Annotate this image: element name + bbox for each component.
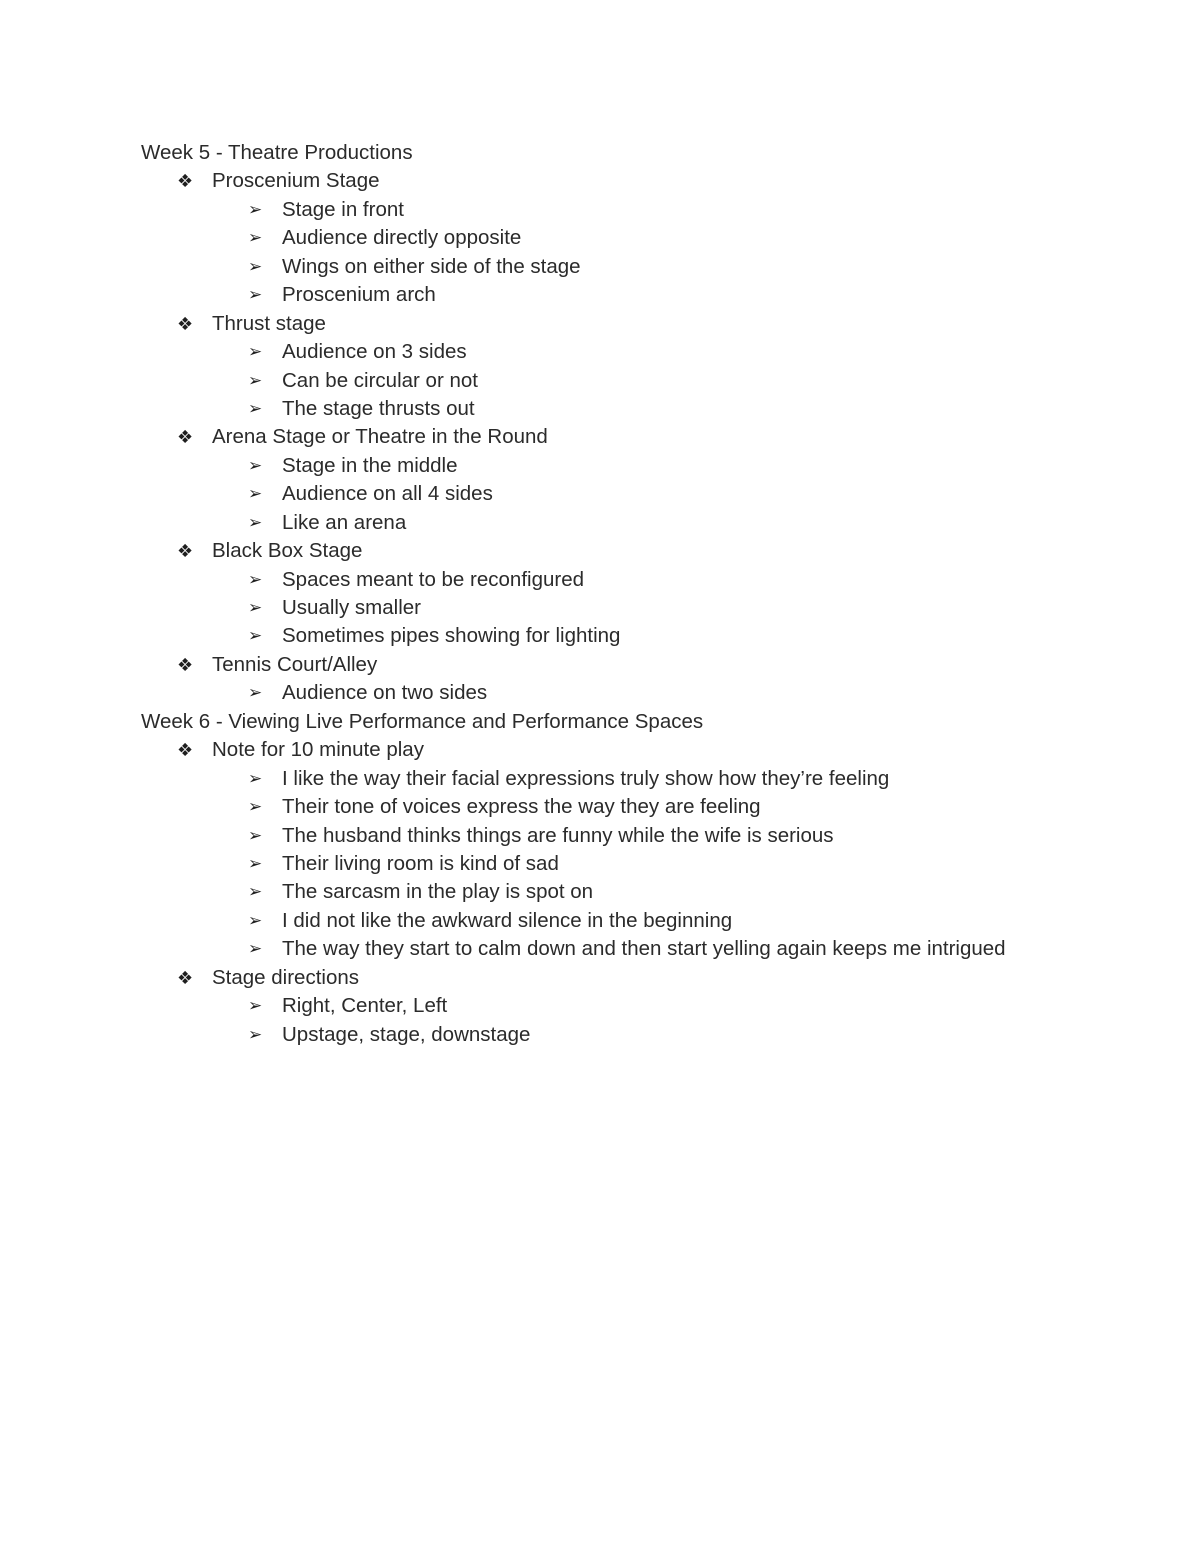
point-item (141, 196, 1141, 224)
diamond-bullet-icon: ❖ (177, 654, 194, 675)
point-item (141, 679, 1141, 707)
point-item (141, 281, 1141, 309)
point-text: Audience directly opposite (282, 226, 522, 250)
topic-label: Proscenium Stage (212, 169, 380, 193)
arrowhead-bullet-icon: ➢ (248, 797, 263, 817)
diamond-bullet-icon: ❖ (177, 313, 194, 334)
point-text: Wings on either side of the stage (282, 254, 581, 278)
arrowhead-bullet-icon: ➢ (248, 882, 263, 902)
point-text: The husband thinks things are funny while the wife is serious (282, 823, 834, 847)
week-heading: Week 6 - Viewing Live Performance and Performance Spaces (141, 709, 704, 733)
arrowhead-bullet-icon: ➢ (248, 455, 263, 475)
diamond-bullet-icon: ❖ (177, 427, 194, 448)
topic-item (141, 651, 1141, 679)
arrowhead-bullet-icon: ➢ (248, 228, 263, 248)
arrowhead-bullet-icon: ➢ (248, 683, 263, 703)
arrowhead-bullet-icon: ➢ (248, 626, 263, 646)
point-item (141, 594, 1141, 622)
topic-item (141, 167, 1141, 195)
diamond-bullet-icon: ❖ (177, 740, 194, 761)
point-item (141, 992, 1141, 1020)
diamond-bullet-icon: ❖ (177, 171, 194, 192)
point-item (141, 850, 1141, 878)
diamond-bullet-icon: ❖ (177, 967, 194, 988)
arrowhead-bullet-icon: ➢ (248, 256, 263, 276)
topic-label: Black Box Stage (212, 539, 363, 563)
arrowhead-bullet-icon: ➢ (248, 285, 263, 305)
arrowhead-bullet-icon: ➢ (248, 370, 263, 390)
topic-item (141, 310, 1141, 338)
arrowhead-bullet-icon: ➢ (248, 1024, 263, 1044)
arrowhead-bullet-icon: ➢ (248, 598, 263, 617)
point-text: Stage in front (282, 197, 404, 221)
point-text: Upstage, stage, downstage (282, 1022, 531, 1046)
point-item (141, 338, 1141, 366)
point-text: Like an arena (282, 510, 407, 534)
diamond-bullet-icon: ❖ (177, 541, 194, 562)
notes-outline (141, 139, 1141, 1049)
point-item (141, 822, 1141, 850)
point-item (141, 622, 1141, 650)
topic-label: Stage directions (212, 965, 360, 989)
point-item (141, 878, 1141, 906)
topic-label: Note for 10 minute play (212, 738, 424, 762)
point-item (141, 935, 1141, 963)
point-text: I like the way their facial expressions truly show how they’re feeling (282, 766, 890, 790)
point-text: The way they start to calm down and then start yelling again keeps me intrigued (282, 937, 1006, 961)
point-text: Audience on two sides (282, 681, 488, 705)
arrowhead-bullet-icon: ➢ (248, 768, 263, 788)
arrowhead-bullet-icon: ➢ (248, 484, 263, 504)
arrowhead-bullet-icon: ➢ (248, 512, 263, 532)
point-item (141, 793, 1141, 821)
point-text: Their tone of voices express the way they are feeling (282, 795, 761, 819)
arrowhead-bullet-icon: ➢ (248, 398, 263, 418)
arrowhead-bullet-icon: ➢ (248, 825, 263, 845)
topic-item (141, 423, 1141, 451)
point-item (141, 452, 1141, 480)
point-text: Can be circular or not (282, 368, 478, 392)
point-item (141, 224, 1141, 252)
point-text: Their living room is kind of sad (282, 851, 559, 875)
point-text: I did not like the awkward silence in the beginning (282, 908, 733, 932)
point-item (141, 395, 1141, 423)
arrowhead-bullet-icon: ➢ (248, 910, 263, 930)
point-item (141, 1021, 1141, 1049)
topic-item (141, 964, 1141, 992)
point-text: Usually smaller (282, 596, 421, 619)
point-text: Stage in the middle (282, 453, 458, 477)
arrowhead-bullet-icon: ➢ (248, 939, 263, 959)
topic-item (141, 537, 1141, 565)
point-text: Spaces meant to be reconfigured (282, 567, 584, 591)
topic-item (141, 736, 1141, 764)
topic-label: Arena Stage or Theatre in the Round (212, 425, 548, 449)
point-item (141, 253, 1141, 281)
point-text: The stage thrusts out (282, 396, 475, 420)
point-item (141, 509, 1141, 537)
arrowhead-bullet-icon: ➢ (248, 569, 263, 589)
arrowhead-bullet-icon: ➢ (248, 996, 263, 1016)
arrowhead-bullet-icon: ➢ (248, 853, 263, 873)
point-item (141, 765, 1141, 793)
week-heading: Week 5 - Theatre Productions (141, 141, 413, 164)
point-text: Sometimes pipes showing for lighting (282, 624, 621, 648)
topic-label: Thrust stage (212, 311, 326, 335)
point-item (141, 566, 1141, 594)
point-text: The sarcasm in the play is spot on (282, 880, 594, 904)
arrowhead-bullet-icon: ➢ (248, 342, 263, 362)
point-text: Audience on all 4 sides (282, 482, 493, 506)
arrowhead-bullet-icon: ➢ (248, 199, 263, 219)
point-text: Audience on 3 sides (282, 340, 467, 364)
point-text: Proscenium arch (282, 283, 436, 307)
topic-label: Tennis Court/Alley (212, 652, 378, 676)
point-item (141, 367, 1141, 395)
point-item (141, 480, 1141, 508)
point-item (141, 907, 1141, 935)
point-text: Right, Center, Left (282, 994, 448, 1018)
